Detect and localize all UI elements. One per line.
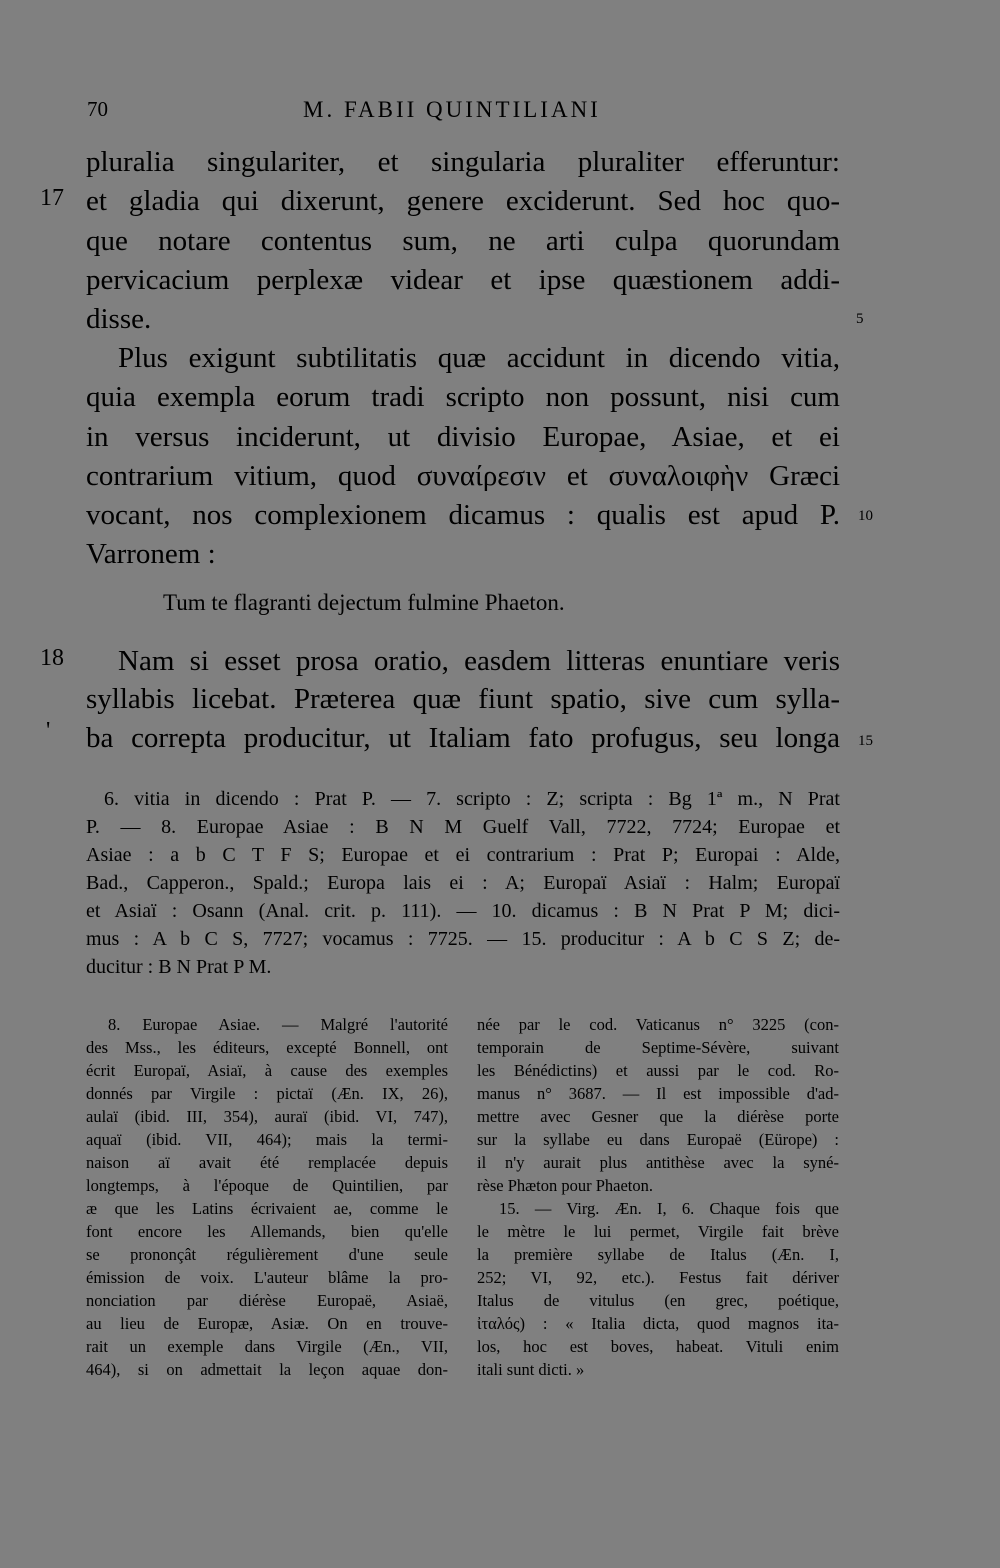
note-line: écrit Europaï, Asiaï, à cause des exemples [86, 1061, 448, 1080]
note-line: rait un exemple dans Virgile (Æn., VII, [86, 1337, 448, 1356]
note-line: Italus de vitulus (en grec, poétique, [477, 1291, 839, 1310]
note-line: 464), si on admettait la leçon aquae don- [86, 1360, 448, 1379]
note-line: nonciation par diérèse Europaë, Asiaë, [86, 1291, 448, 1310]
note-line: il n'y aurait plus antithèse avec la syné- [477, 1153, 839, 1172]
main-line: que notare contentus sum, ne arti culpa quorundam [86, 225, 840, 257]
note-line: des Mss., les éditeurs, excepté Bonnell, ont [86, 1038, 448, 1057]
margin-section-18: 18 [40, 645, 64, 671]
note-line: le mètre le lui permet, Virgile fait brève [477, 1222, 839, 1241]
main-line: pluralia singulariter, et singularia pluraliter efferuntur: [86, 146, 840, 178]
main-line: Plus exigunt subtilitatis quæ accidunt in dicendo vitia, [118, 342, 840, 374]
note-line: font encore les Allemands, bien qu'elle [86, 1222, 448, 1241]
main-line: disse. [86, 303, 152, 335]
margin-line-5: 5 [856, 311, 864, 327]
note-line: itali sunt dicti. » [477, 1360, 585, 1379]
main-line: ba correpta producitur, ut Italiam fato profugus, seu longa [86, 722, 840, 754]
apparatus-line: et Asiaï : Osann (Anal. crit. p. 111). — 10. dicamus : B N Prat P M; dici- [86, 900, 840, 922]
main-line: quia exempla eorum tradi scripto non possunt, nisi cum [86, 381, 840, 413]
apparatus-line: Asiae : a b C T F S; Europae et ei contrarium : Prat P; Europai : Alde, [86, 844, 840, 866]
verse-quotation: Tum te flagranti dejectum fulmine Phaeton. [163, 590, 565, 615]
note-line: 8. Europae Asiae. — Malgré l'autorité [108, 1015, 448, 1034]
main-line: pervicacium perplexæ videar et ipse quæstionem addi- [86, 264, 840, 296]
page-number: 70 [87, 97, 108, 121]
margin-line-10: 10 [858, 508, 873, 524]
note-line: longtemps, à l'époque de Quintilien, par [86, 1176, 448, 1195]
page-header [0, 97, 1000, 127]
note-line: 15. — Virg. Æn. I, 6. Chaque fois que [499, 1199, 839, 1218]
apparatus-line: ducitur : B N Prat P M. [86, 956, 272, 978]
note-line: se prononçât régulièrement d'une seule [86, 1245, 448, 1264]
note-line: 252; VI, 92, etc.). Festus fait dériver [477, 1268, 839, 1287]
main-line: contrarium vitium, quod συναίρεσιν et συναλοιφὴν Græci [86, 460, 840, 492]
note-line: naison aï avait été remplacée depuis [86, 1153, 448, 1172]
note-line: sur la syllabe eu dans Europaë (Eürope) : [477, 1130, 839, 1149]
note-line: mettre avec Gesner que la diérèse porte [477, 1107, 839, 1126]
margin-line-15: 15 [858, 733, 873, 749]
note-line: les Bénédictins) et aussi par le cod. Ro- [477, 1061, 839, 1080]
note-line: donnés par Virgile : pictaï (Æn. IX, 26), [86, 1084, 448, 1103]
note-line: æ que les Latins écrivaient ae, comme le [86, 1199, 448, 1218]
note-line: aulaï (ibid. III, 354), auraï (ibid. VI, 747), [86, 1107, 448, 1126]
main-line: syllabis licebat. Præterea quæ fiunt spatio, sive cum sylla- [86, 683, 840, 715]
margin-section-17: 17 [40, 185, 64, 211]
note-line: au lieu de Europæ, Asiæ. On en trouve- [86, 1314, 448, 1333]
apparatus-line: mus : A b C S, 7727; vocamus : 7725. — 15. producitur : A b C S Z; de- [86, 928, 840, 950]
main-line: Nam si esset prosa oratio, easdem litteras enuntiare veris [118, 645, 840, 677]
apparatus-line: 6. vitia in dicendo : Prat P. — 7. scripto : Z; scripta : Bg 1ª m., N Prat [104, 788, 840, 810]
main-line: Varronem : [86, 538, 216, 570]
note-line: ἰταλός) : « Italia dicta, quod magnos ita- [477, 1314, 839, 1333]
note-line: manus n° 3687. — Il est impossible d'ad- [477, 1084, 839, 1103]
running-title: M. FABII QUINTILIANI [303, 97, 601, 122]
margin-tick: ' [46, 718, 51, 744]
main-line: et gladia qui dixerunt, genere exciderunt. Sed hoc quo- [86, 185, 840, 217]
main-line: vocant, nos complexionem dicamus : qualis est apud P. [86, 499, 840, 531]
note-line: née par le cod. Vaticanus n° 3225 (con- [477, 1015, 839, 1034]
note-line: la première syllabe de Italus (Æn. I, [477, 1245, 839, 1264]
note-line: los, hoc est boves, habeat. Vituli enim [477, 1337, 839, 1356]
note-line: temporain de Septime-Sévère, suivant [477, 1038, 839, 1057]
apparatus-line: Bad., Capperon., Spald.; Europa lais ei : A; Europaï Asiaï : Halm; Europaï [86, 872, 840, 894]
main-line: in versus inciderunt, ut divisio Europae, Asiae, et ei [86, 421, 840, 453]
apparatus-line: P. — 8. Europae Asiae : B N M Guelf Vall, 7722, 7724; Europae et [86, 816, 840, 838]
note-line: aquaï (ibid. VII, 464); mais la termi- [86, 1130, 448, 1149]
note-line: rèse Phæton pour Phaeton. [477, 1176, 653, 1195]
note-line: émission de voix. L'auteur blâme la pro- [86, 1268, 448, 1287]
